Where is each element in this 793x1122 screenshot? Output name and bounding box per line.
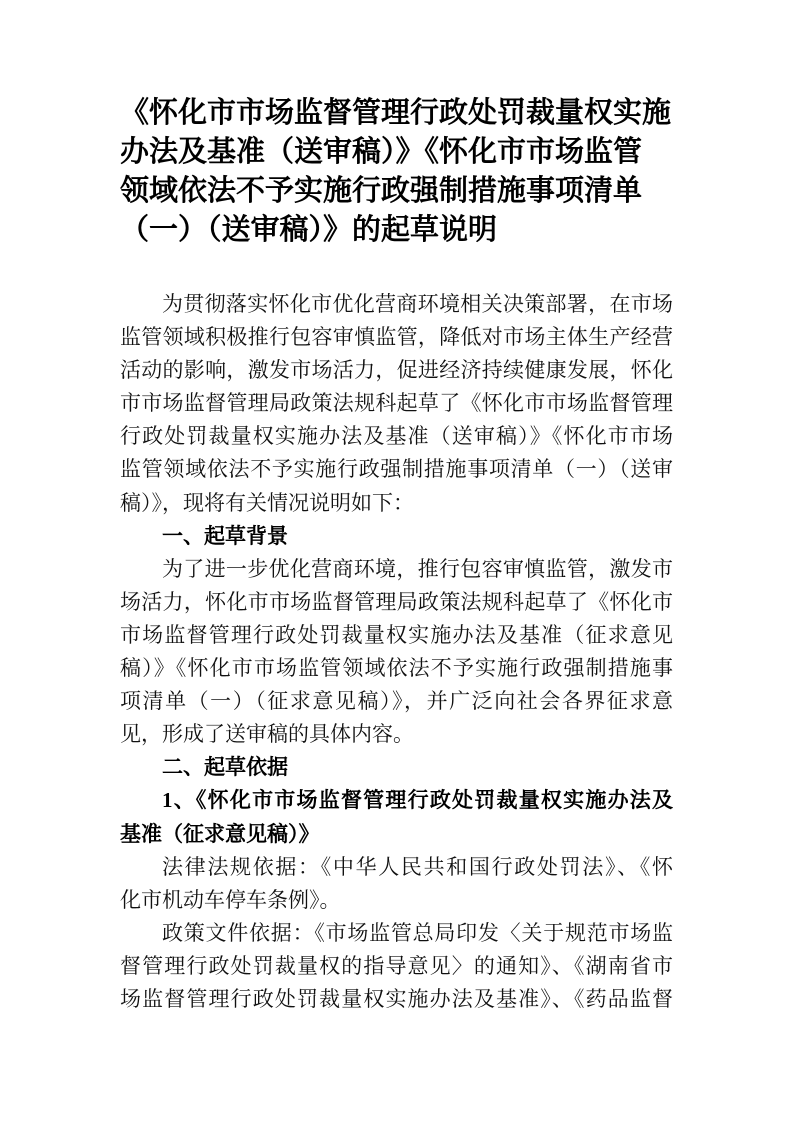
- document-title-line: 领域依法不予实施行政强制措施事项清单: [120, 175, 643, 207]
- paragraph-line: 稿）》《怀化市市场监管领域依法不予实施行政强制措施事: [120, 656, 673, 681]
- paragraph-line: 市市场监督管理局政策法规科起草了《怀化市市场监督管理: [120, 391, 673, 416]
- paragraph-line: 场监督管理行政处罚裁量权实施办法及基准》、《药品监督: [120, 986, 673, 1011]
- paragraph-line: 市场监督管理行政处罚裁量权实施办法及基准（征求意见: [120, 622, 673, 647]
- paragraph-line: 项清单（一）（征求意见稿）》，并广泛向社会各界征求意: [120, 689, 673, 714]
- paragraph-line: 化市机动车停车条例》。: [120, 887, 341, 912]
- intro-paragraph: [120, 288, 673, 520]
- legal-basis-paragraph: [120, 851, 673, 917]
- paragraph-line: 活动的影响，激发市场活力，促进经济持续健康发展，怀化: [120, 358, 673, 383]
- paragraph-line: 行政处罚裁量权实施办法及基准（送审稿）》《怀化市市场: [120, 424, 673, 449]
- document-title-line: 办法及基准（送审稿）》《怀化市市场监管: [120, 136, 643, 168]
- paragraph-line: 为了进一步优化营商环境，推行包容审慎监管，激发市: [162, 556, 673, 581]
- document-title-line: 《怀化市市场监督管理行政处罚裁量权实施: [120, 97, 672, 129]
- document-body: [120, 288, 673, 1016]
- paragraph-line: 稿）》，现将有关情况说明如下：: [120, 490, 414, 515]
- paragraph-line: 政策文件依据：《市场监管总局印发〈关于规范市场监: [162, 920, 673, 945]
- paragraph-line: 法律法规依据：《中华人民共和国行政处罚法》、《怀: [162, 854, 673, 879]
- section-2-heading: 二、起草依据: [162, 756, 288, 780]
- paragraph-line: 督管理行政处罚裁量权的指导意见〉的通知》、《湖南省市: [120, 953, 673, 978]
- paragraph-line: 场活力，怀化市市场监督管理局政策法规科起草了《怀化市: [120, 589, 673, 614]
- item-heading-line: 1、《怀化市市场监督管理行政处罚裁量权实施办法及: [162, 788, 673, 813]
- item-heading-line: 基准（征求意见稿）》: [120, 821, 320, 846]
- policy-basis-paragraph: [120, 917, 673, 1016]
- document-title-line: （一）（送审稿）》的起草说明: [120, 214, 498, 246]
- section-1-heading: 一、起草背景: [162, 524, 288, 548]
- section-1-paragraph: [120, 553, 673, 752]
- paragraph-line: 为贯彻落实怀化市优化营商环境相关决策部署，在市场: [162, 292, 673, 316]
- paragraph-line: 见，形成了送审稿的具体内容。: [120, 722, 414, 747]
- document-title: [120, 0, 673, 250]
- paragraph-line: 监管领域依法不予实施行政强制措施事项清单（一）（送审: [120, 457, 673, 482]
- document-content: [120, 0, 673, 1016]
- paragraph-line: 监管领域积极推行包容审慎监管，降低对市场主体生产经营: [120, 325, 673, 350]
- section-2-item-1-heading: [120, 784, 673, 850]
